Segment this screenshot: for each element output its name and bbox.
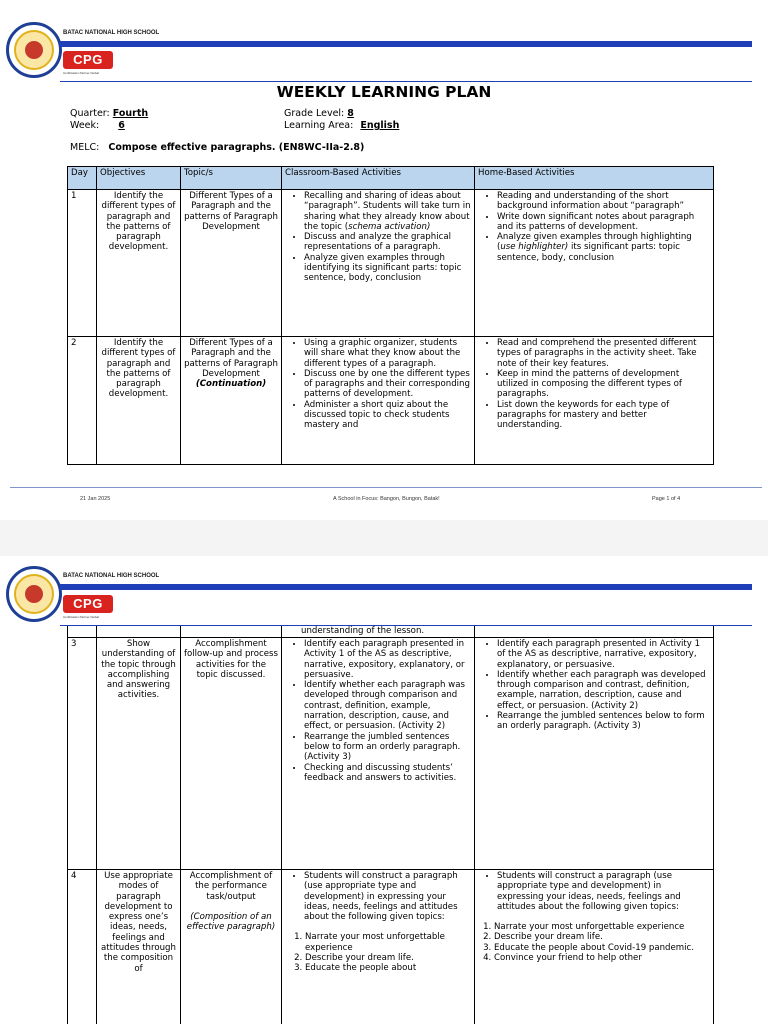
school-seal-icon [6, 22, 62, 78]
objectives-cell: Identify the different types of paragraph and the patterns of paragraph development. [97, 337, 181, 465]
col-home: Home-Based Activities [475, 167, 714, 190]
list-item: 3. Educate the people about [305, 963, 471, 973]
day-cell: 4 [68, 870, 97, 1024]
area-line [284, 120, 399, 131]
melc-label: MELC: [70, 142, 100, 153]
table-row-continuation [68, 626, 714, 638]
week-value: 6 [118, 120, 125, 131]
footer-page: Page 1 of 4 [652, 496, 681, 502]
cpg-logo-subtitle: Certification Partner Global [63, 71, 100, 75]
topic-cell: Accomplishment follow-up and process activities for the topic discussed. [181, 638, 282, 870]
plan-table-page-2 [67, 626, 714, 1024]
list-item: • Analyze given examples through highlighting (use highlighter) its significant parts: topic sentence, body, conclusion [497, 232, 710, 263]
home-cell [475, 190, 714, 337]
area-value: English [360, 120, 400, 131]
topic-cell: Different Types of a Paragraph and the patterns of Paragraph Development (Continuation) [181, 337, 282, 465]
day-cell: 1 [68, 190, 97, 337]
list-item: • Keep in mind the patterns of development utilized in composing the different types of paragraphs. [497, 369, 710, 400]
classroom-cell [282, 190, 475, 337]
list-item: • Identify each paragraph presented in Activity 1 of the AS as descriptive, narrative, expository, explanatory, or persuasive. [304, 639, 471, 680]
home-cell [475, 870, 714, 1024]
list-item: 1. Narrate your most unforgettable experience [494, 922, 710, 932]
week-label: Week: [70, 120, 100, 131]
list-item: • Reading and understanding of the short background information about “paragraph” [497, 191, 710, 212]
list-item: • Administer a short quiz about the discussed topic to check students mastery and [304, 400, 471, 431]
melc-line [70, 142, 364, 153]
cpg-logo-subtitle: Certification Partner Global [63, 615, 100, 619]
day-cell: 3 [68, 638, 97, 870]
header-rule [60, 81, 752, 82]
list-item: 4. Convince your friend to help other [494, 953, 710, 963]
page-title: WEEKLY LEARNING PLAN [276, 83, 492, 101]
topic-cell: Accomplishment of the performance task/output (Composition of an effective paragraph) [181, 870, 282, 1024]
cpg-logo: CPG [63, 51, 113, 69]
classroom-cell: understanding of the lesson. [282, 626, 475, 638]
header-bar [60, 41, 752, 47]
footer-motto: A School in Focus: Bangon, Bungon, Batak! [333, 496, 440, 502]
list-item: • Discuss and analyze the graphical representations of a paragraph. [304, 232, 471, 253]
list-item: 2. Describe your dream life. [494, 932, 710, 942]
list-item: • Identify whether each paragraph was developed through comparison and contrast, definition, example, narration, description, cause and effect, or persuasion. (Activity 2) [497, 670, 710, 711]
col-objectives: Objectives [97, 167, 181, 190]
quarter-line [70, 108, 148, 119]
home-cell [475, 337, 714, 465]
classroom-cell [282, 870, 475, 1024]
school-name: BATAC NATIONAL HIGH SCHOOL [63, 573, 160, 579]
list-item: • Rearrange the jumbled sentences below to form an orderly paragraph. (Activity 3) [304, 732, 471, 763]
list-item: • Recalling and sharing of ideas about “paragraph”. Students will take turn in sharing what they already know about the topic (schema activation) [304, 191, 471, 232]
list-item: • Identify whether each paragraph was developed through comparison and contrast, definition, example, narration, description, cause, and effect, or persuasion. (Activity 2) [304, 680, 471, 731]
week-line [70, 120, 125, 131]
list-item: • Using a graphic organizer, students will share what they know about the different types of a paragraph. [304, 338, 471, 369]
header-bar [60, 584, 752, 590]
list-item: • Discuss one by one the different types of paragraphs and their corresponding patterns of development. [304, 369, 471, 400]
list-item: • Students will construct a paragraph (use appropriate type and development) in expressing your ideas, needs, feelings and attitudes about the following given topics: [497, 871, 710, 912]
objectives-cell: Use appropriate modes of paragraph development to express one’s ideas, needs, feelings and attitudes through the composition of [97, 870, 181, 1024]
objectives-cell: Identify the different types of paragraph and the patterns of paragraph development. [97, 190, 181, 337]
grade-label: Grade Level: [284, 108, 345, 119]
col-classroom: Classroom-Based Activities [282, 167, 475, 190]
classroom-cell [282, 638, 475, 870]
topic-cell: Different Types of a Paragraph and the patterns of Paragraph Development [181, 190, 282, 337]
list-item: • Checking and discussing students’ feedback and answers to activities. [304, 763, 471, 784]
melc-text: Compose effective paragraphs. (EN8WC-IIa-2.8) [108, 142, 365, 153]
day-cell: 2 [68, 337, 97, 465]
col-topics: Topic/s [181, 167, 282, 190]
list-item: 2. Describe your dream life. [305, 953, 471, 963]
table-row [68, 638, 714, 870]
list-item: • Rearrange the jumbled sentences below to form an orderly paragraph. (Activity 3) [497, 711, 710, 732]
objectives-cell: Show understanding of the topic through accomplishing and answering activities. [97, 638, 181, 870]
area-label: Learning Area: [284, 120, 354, 131]
table-row [68, 337, 714, 465]
list-item: • List down the keywords for each type of paragraphs for mastery and better understanding. [497, 400, 710, 431]
home-cell [475, 638, 714, 870]
cpg-logo: CPG [63, 595, 113, 613]
page-gap [0, 520, 768, 556]
list-item: • Identify each paragraph presented in Activity 1 of the AS as descriptive, narrative, expository, explanatory, or persuasive. [497, 639, 710, 670]
classroom-cell [282, 337, 475, 465]
list-item: • Read and comprehend the presented different types of paragraphs in the activity sheet. Take note of their key features. [497, 338, 710, 369]
list-item: • Write down significant notes about paragraph and its patterns of development. [497, 212, 710, 233]
list-item: • Analyze given examples through identifying its significant parts: topic sentence, body, conclusion [304, 253, 471, 284]
footer-date: 21 Jan 2025 [80, 496, 111, 502]
list-item: • Students will construct a paragraph (use appropriate type and development) in expressing your ideas, needs, feelings and attitudes about the following given topics: [304, 871, 471, 922]
quarter-value: Fourth [112, 108, 149, 119]
footer-rule [10, 487, 762, 488]
list-item: 1. Narrate your most unforgettable experience [305, 932, 471, 953]
table-row [68, 870, 714, 1024]
grade-value: 8 [347, 108, 354, 119]
list-item: 3. Educate the people about Covid-19 pandemic. [494, 943, 710, 953]
grade-line [284, 108, 354, 119]
col-day: Day [68, 167, 97, 190]
table-header-row [68, 167, 714, 190]
table-row [68, 190, 714, 337]
school-seal-icon [6, 566, 62, 622]
page-2 [0, 556, 768, 1024]
plan-table-page-1 [67, 166, 714, 465]
school-name: BATAC NATIONAL HIGH SCHOOL [63, 30, 160, 36]
quarter-label: Quarter: [70, 108, 110, 119]
